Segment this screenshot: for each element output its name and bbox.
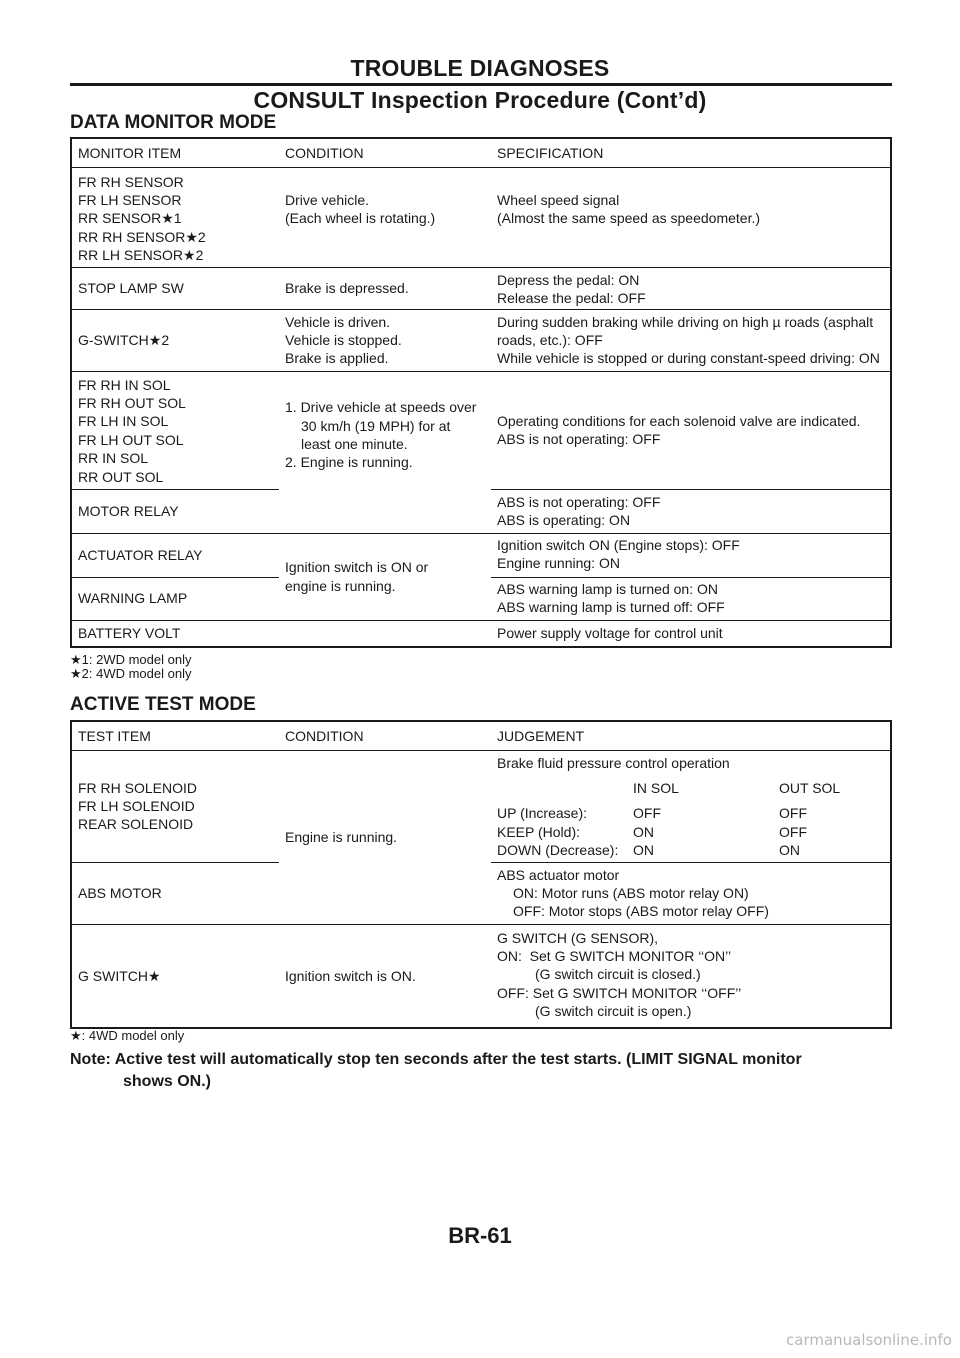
column-header: TEST ITEM — [71, 721, 279, 750]
grid-mode: DOWN (Decrease): — [497, 842, 619, 859]
grid-value: ON — [633, 823, 654, 840]
data-monitor-heading: DATA MONITOR MODE — [70, 112, 277, 133]
table-row — [71, 924, 891, 1028]
grid-value: OFF — [779, 823, 807, 840]
table-row — [71, 267, 891, 309]
table-row — [71, 167, 891, 267]
monitor-item: ACTUATOR RELAY — [71, 533, 279, 577]
condition-line: (Each wheel is rotating.) — [285, 209, 436, 226]
column-header: SPECIFICATION — [491, 138, 891, 167]
spec-line: ABS warning lamp is turned off: OFF — [497, 598, 725, 615]
judgement-line: G SWITCH (G SENSOR), — [497, 929, 658, 946]
data-monitor-table — [70, 137, 892, 648]
spec-line: While vehicle is stopped or during constant-speed driving: ON — [497, 350, 880, 367]
condition-line: 30 km/h (19 MPH) for at — [301, 417, 451, 434]
column-header: MONITOR ITEM — [71, 138, 279, 167]
monitor-item: STOP LAMP SW — [71, 267, 279, 309]
table-row — [71, 309, 891, 371]
condition-line: Brake is applied. — [285, 350, 389, 367]
spec-line: During sudden braking while driving on high µ roads (asphalt — [497, 313, 874, 330]
grid-value: ON — [779, 842, 800, 859]
section-subtitle: CONSULT Inspection Procedure (Cont’d) — [253, 87, 707, 113]
grid-column-label: OUT SOL — [779, 779, 841, 796]
note-paragraph — [70, 1049, 892, 1093]
monitor-item: MOTOR RELAY — [71, 489, 279, 533]
valve-grid-row — [497, 804, 884, 822]
condition-line: Vehicle is stopped. — [285, 331, 402, 348]
judgement-line: (G switch circuit is closed.) — [535, 966, 701, 983]
condition-line: Brake is depressed. — [279, 267, 491, 309]
test-item: REAR SOLENOID — [78, 816, 194, 833]
active-test-table — [70, 720, 892, 1029]
specification-cell — [491, 577, 891, 620]
page-number: BR-61 — [448, 1223, 512, 1248]
monitor-item: RR LH SENSOR★2 — [78, 247, 204, 264]
footnote: ★1: 2WD model only — [70, 652, 192, 667]
condition-line: Vehicle is driven. — [285, 313, 391, 330]
condition-cell — [279, 167, 491, 267]
monitor-item: FR RH SENSOR — [78, 173, 184, 190]
specification-cell — [491, 267, 891, 309]
judgement-line: OFF: Set G SWITCH MONITOR ‘‘OFF’’ — [497, 984, 742, 1001]
test-item: G SWITCH★ — [71, 924, 279, 1028]
test-item: FR LH SOLENOID — [78, 797, 195, 814]
watermark: carmanualsonline.info — [786, 1331, 952, 1349]
grid-column-label: IN SOL — [633, 779, 679, 796]
table-row — [71, 620, 891, 647]
test-item: FR RH SOLENOID — [78, 779, 198, 796]
column-header: CONDITION — [279, 138, 491, 167]
monitor-item: WARNING LAMP — [71, 577, 279, 620]
monitor-item: RR IN SOL — [78, 450, 149, 467]
spec-line: Power supply voltage for control unit — [491, 620, 891, 647]
monitor-item-cell — [71, 167, 279, 267]
specification-cell — [491, 533, 891, 577]
specification-cell — [491, 167, 891, 267]
condition-cell — [279, 309, 491, 371]
condition-cell — [279, 533, 491, 620]
spec-line: (Almost the same speed as speedometer.) — [497, 209, 761, 226]
judgement-cell — [491, 750, 891, 862]
note-line: Note: Active test will automatically stop ten seconds after the test starts. (LIMIT SIGNAL monitor — [70, 1051, 802, 1068]
grid-value: ON — [633, 842, 654, 859]
monitor-item: FR LH IN SOL — [78, 413, 169, 430]
spec-line: ABS is operating: ON — [497, 511, 631, 528]
judgement-line: ON: Motor runs (ABS motor relay ON) — [513, 884, 749, 901]
monitor-item: RR OUT SOL — [78, 468, 164, 485]
monitor-item: RR RH SENSOR★2 — [78, 228, 206, 245]
valve-grid-header — [497, 779, 884, 797]
column-header: JUDGEMENT — [491, 721, 891, 750]
test-item-cell — [71, 750, 279, 862]
judgement-line: ON: Set G SWITCH MONITOR ‘‘ON’’ — [497, 947, 732, 964]
judgement-line: Brake fluid pressure control operation — [497, 754, 730, 771]
condition-cell — [279, 371, 491, 533]
footnote: ★2: 4WD model only — [70, 666, 192, 681]
spec-line: Depress the pedal: ON — [497, 271, 640, 288]
monitor-item: FR LH SENSOR — [78, 191, 182, 208]
judgement-line: (G switch circuit is open.) — [535, 1003, 692, 1020]
judgement-line: OFF: Motor stops (ABS motor relay OFF) — [513, 903, 769, 920]
monitor-item-cell — [71, 371, 279, 489]
grid-value: OFF — [779, 805, 807, 822]
condition-line: Ignition switch is ON or — [285, 559, 429, 576]
spec-line: ABS warning lamp is turned on: ON — [497, 580, 718, 597]
table-row — [71, 533, 891, 577]
specification-cell — [491, 309, 891, 371]
spec-line: Operating conditions for each solenoid valve are indicated. — [497, 412, 861, 429]
spec-line: Release the pedal: OFF — [497, 289, 646, 306]
condition-cell-empty — [279, 620, 491, 647]
spec-line: Wheel speed signal — [497, 191, 620, 208]
table-header-row — [71, 138, 891, 167]
specification-cell — [491, 489, 891, 533]
spec-line: Ignition switch ON (Engine stops): OFF — [497, 536, 740, 553]
spec-line: ABS is not operating: OFF — [497, 431, 661, 447]
judgement-line: ABS actuator motor — [497, 866, 620, 883]
valve-grid-row — [497, 841, 884, 859]
monitor-item: RR SENSOR★1 — [78, 210, 182, 227]
test-item: ABS MOTOR — [71, 862, 279, 924]
spec-line: ABS is not operating: OFF — [497, 493, 661, 510]
condition-line: least one minute. — [301, 436, 408, 452]
spec-line: Engine running: ON — [497, 554, 620, 571]
grid-mode: KEEP (Hold): — [497, 823, 580, 840]
specification-cell — [491, 371, 891, 489]
judgement-cell — [491, 924, 891, 1028]
grid-value: OFF — [633, 805, 661, 822]
condition-line: Ignition switch is ON. — [279, 924, 491, 1028]
section-title: TROUBLE DIAGNOSES — [350, 55, 610, 81]
monitor-item: FR RH IN SOL — [78, 376, 171, 393]
table-header-row — [71, 721, 891, 750]
column-header: CONDITION — [279, 721, 491, 750]
monitor-item: FR RH OUT SOL — [78, 394, 186, 411]
table-row — [71, 371, 891, 489]
table-row — [71, 750, 891, 862]
footnote: ★: 4WD model only — [70, 1028, 185, 1043]
grid-mode: UP (Increase): — [497, 805, 587, 822]
condition-line: Drive vehicle. — [285, 191, 370, 208]
judgement-cell — [491, 862, 891, 924]
condition-line: Engine is running. — [279, 750, 491, 924]
note-line: shows ON.) — [123, 1073, 212, 1090]
active-test-heading: ACTIVE TEST MODE — [70, 694, 256, 715]
condition-line: engine is running. — [285, 577, 396, 594]
valve-grid-row — [497, 823, 884, 841]
condition-line: 1. Drive vehicle at speeds over — [285, 399, 477, 416]
monitor-item: BATTERY VOLT — [71, 620, 279, 647]
spec-line: roads, etc.): OFF — [497, 331, 603, 348]
monitor-item: FR LH OUT SOL — [78, 431, 184, 448]
monitor-item: G-SWITCH★2 — [71, 309, 279, 371]
condition-line: 2. Engine is running. — [285, 454, 413, 471]
